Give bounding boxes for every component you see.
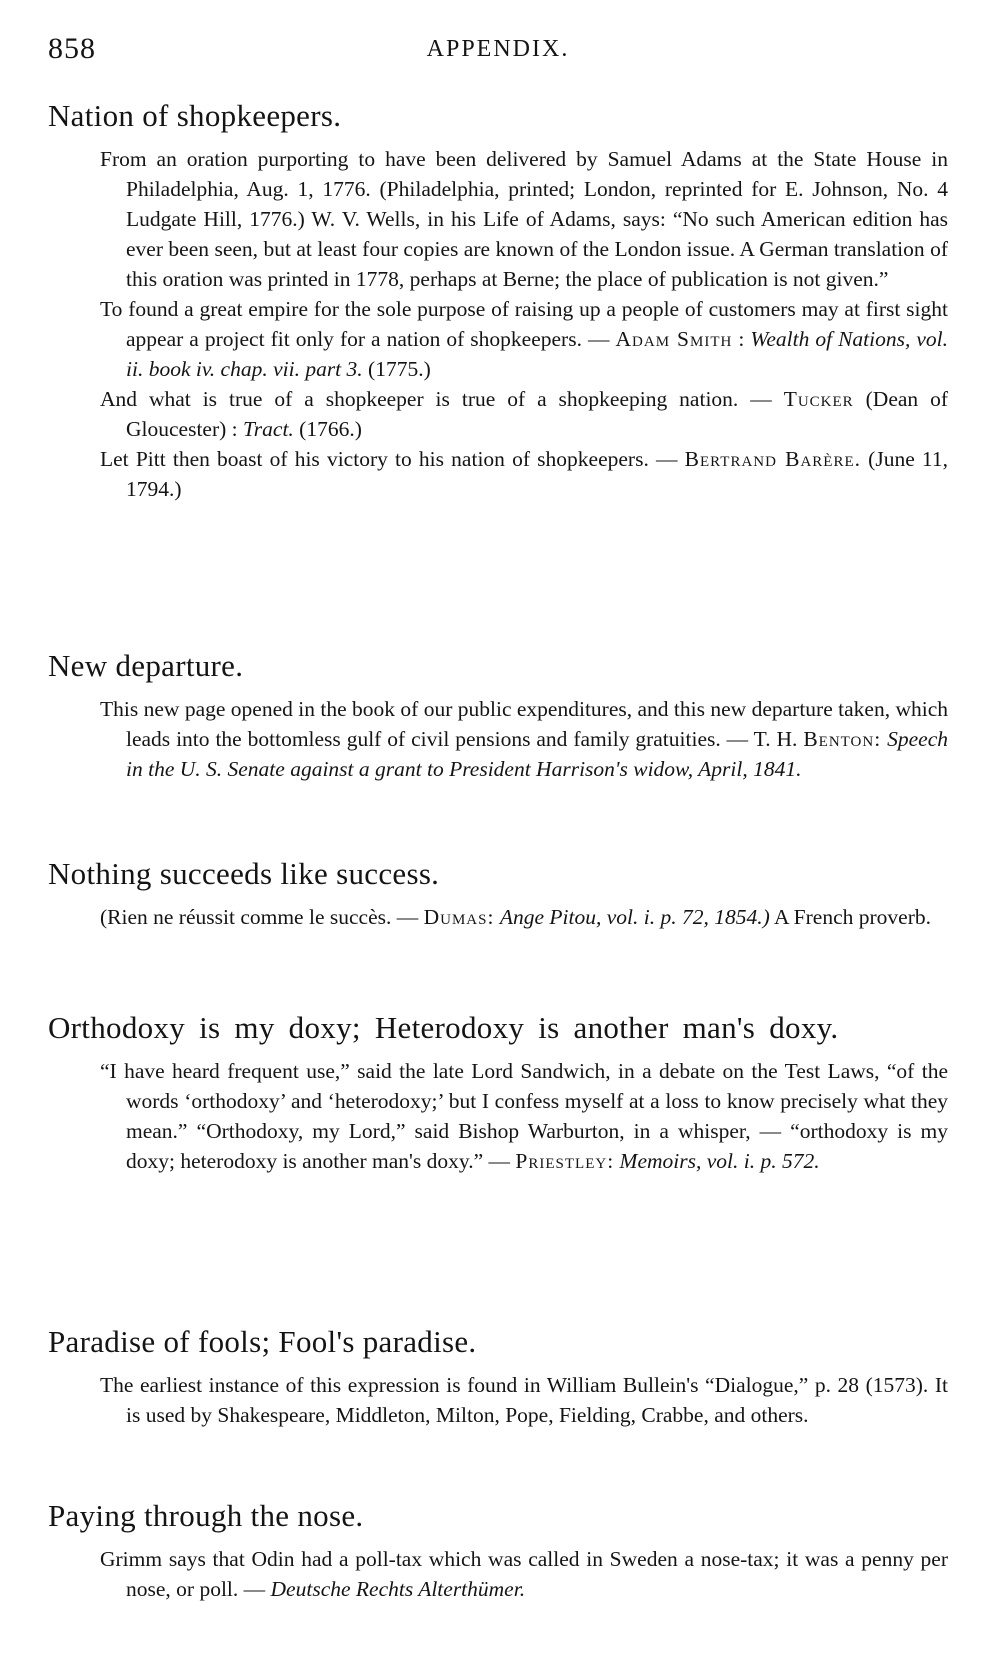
citation-colon: : bbox=[738, 327, 745, 351]
paragraph-text: This new page opened in the book of our public expenditures, and this new departure taken, which leads into the bottomless gulf of civil pensions and family gratuities. — T. H. bbox=[100, 697, 948, 751]
page-title: APPENDIX. bbox=[426, 36, 570, 62]
cited-date: (1775.) bbox=[368, 357, 431, 381]
entry-paragraph bbox=[48, 294, 948, 384]
entry-nation-of-shopkeepers bbox=[48, 96, 948, 504]
paragraph-text: “I have heard frequent use,” said the late Lord Sandwich, in a debate on the Test Laws, “of the words ‘orthodoxy’ and ‘heterodoxy;’ but I confess myself at a loss to know precisely what they mean.” “Orthodoxy, my Lord,” said Bishop Warburton, in a whisper, — “orthodoxy is my doxy; heterodoxy is another man's doxy.” — bbox=[100, 1059, 948, 1173]
running-head bbox=[48, 32, 948, 72]
paragraph-text: Let Pitt then boast of his victory to his nation of shopkeepers. — bbox=[100, 447, 678, 471]
cited-date: (1766.) bbox=[299, 417, 362, 441]
page-number: 858 bbox=[48, 32, 96, 65]
entry-nothing-succeeds bbox=[48, 854, 948, 932]
entry-heading: Nothing succeeds like success. bbox=[48, 856, 440, 891]
entry-paragraph bbox=[48, 1370, 948, 1430]
entry-paragraph bbox=[48, 444, 948, 504]
paragraph-text: To found a great empire for the sole purpose of raising up a people of customers may at first sight appear a project fit only for a nation of shopkeepers. — bbox=[100, 297, 948, 351]
author-note: (Dean of Gloucester) : bbox=[126, 387, 949, 441]
entry-heading: New departure. bbox=[48, 648, 244, 683]
entry-paragraph bbox=[48, 694, 948, 784]
entry-paying-through-the-nose bbox=[48, 1496, 948, 1604]
cited-author: Priestley: bbox=[515, 1149, 615, 1173]
entry-orthodoxy bbox=[48, 1008, 948, 1176]
cited-source: Wealth of Nations, vol. ii. book iv. chap. vii. part 3. bbox=[126, 327, 949, 381]
cited-source: Memoirs, vol. i. p. 572. bbox=[619, 1149, 820, 1173]
paragraph-text: The earliest instance of this expression is found in William Bullein's “Dialogue,” p. 28 (1573). It is used by Shakespeare, Middleton, Milton, Pope, Fielding, Crabbe, and others. bbox=[100, 1373, 948, 1427]
entry-paragraph bbox=[48, 1544, 948, 1604]
paragraph-text: (Rien ne réussit comme le succès. — bbox=[100, 905, 419, 929]
paragraph-tail: A French proverb. bbox=[773, 905, 931, 929]
entry-paragraph bbox=[48, 1056, 948, 1176]
entry-new-departure bbox=[48, 646, 948, 784]
entry-paragraph bbox=[48, 384, 948, 444]
cited-source: Ange Pitou, vol. i. p. 72, 1854.) bbox=[499, 905, 770, 929]
cited-source: Deutsche Rechts Alterthümer. bbox=[270, 1577, 526, 1601]
cited-author: Adam Smith bbox=[615, 327, 733, 351]
cited-source: Speech in the U. S. Senate against a grant to President Harrison's widow, April, 1841. bbox=[126, 727, 949, 781]
paragraph-text: From an oration purporting to have been delivered by Samuel Adams at the State House in Philadelphia, Aug. 1, 1776. (Philadelphia, printed; London, reprinted for E. Johnson, No. 4 Ludgate Hill, 1776.) W. V. Wells, in his Life of Adams, says: “No such American edition has ever been seen, but at least four copies are known of the London issue. A German translation of this oration was printed in 1778, perhaps at Berne; the place of publication is not given.” bbox=[100, 147, 948, 291]
entry-heading: Paying through the nose. bbox=[48, 1498, 364, 1533]
cited-author: Dumas: bbox=[423, 905, 495, 929]
cited-date: (June 11, 1794.) bbox=[126, 447, 948, 501]
paragraph-text: Grimm says that Odin had a poll-tax which was called in Sweden a nose-tax; it was a penny per nose, or poll. — bbox=[100, 1547, 948, 1601]
cited-source: Tract. bbox=[243, 417, 294, 441]
cited-author: Tucker bbox=[783, 387, 854, 411]
cited-author: Bertrand Barère. bbox=[684, 447, 861, 471]
entry-paragraph bbox=[48, 144, 948, 294]
cited-author: Benton: bbox=[803, 727, 882, 751]
entry-paragraph bbox=[48, 902, 948, 932]
entry-heading: Paradise of fools; Fool's paradise. bbox=[48, 1324, 477, 1359]
entry-paradise-of-fools bbox=[48, 1322, 948, 1430]
entry-heading: Orthodoxy is my doxy; Heterodoxy is another man's doxy. bbox=[48, 1010, 839, 1045]
paragraph-text: And what is true of a shopkeeper is true of a shopkeeping nation. — bbox=[100, 387, 772, 411]
entry-heading: Nation of shopkeepers. bbox=[48, 98, 342, 133]
